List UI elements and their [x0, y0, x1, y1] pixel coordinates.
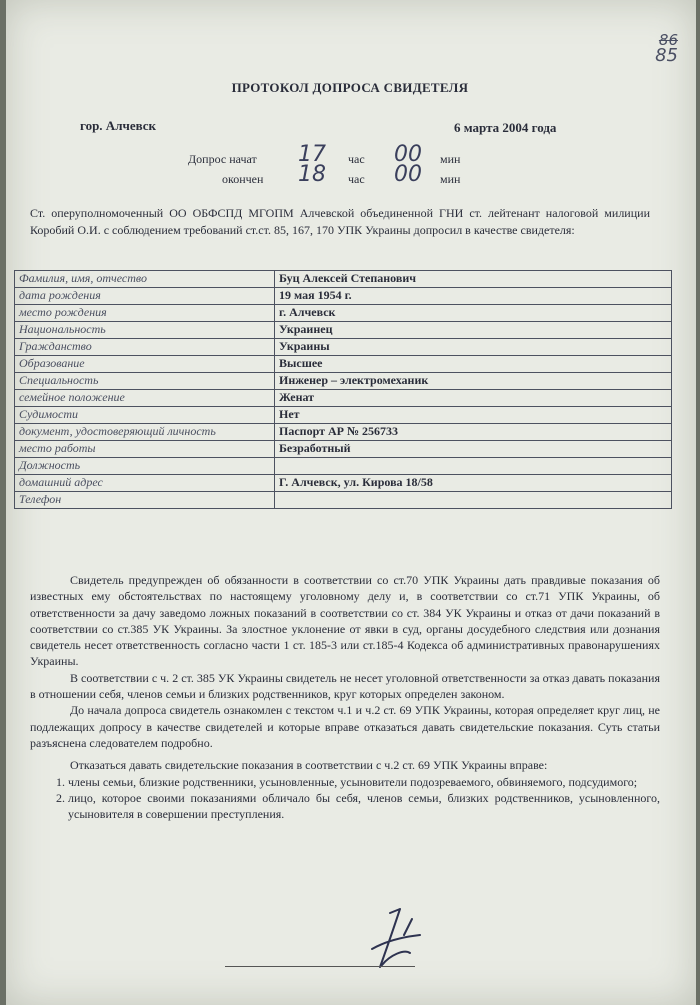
table-row — [15, 407, 672, 424]
paragraph-no-liability: В соответствии с ч. 2 ст. 385 УК Украины свидетель не несет уголовной ответственности за отказ давать показания в отношении себя, членов семьи и близких родственников, круг которых определен законом. — [30, 670, 660, 702]
field-label: место рождения — [15, 305, 275, 322]
field-label: документ, удостоверяющий личность — [15, 424, 275, 441]
field-label: Фамилия, имя, отчество — [15, 271, 275, 288]
field-value: 19 мая 1954 г. — [275, 288, 672, 305]
document-title: ПРОТОКОЛ ДОПРОСА СВИДЕТЕЛЯ — [231, 80, 469, 95]
field-value: Инженер – электромеханик — [275, 373, 672, 390]
list-item: 2. лицо, которое своими показаниями обличало бы себя, членов семьи, близких родственников, усыновленного, усыновителя в совершении преступления. — [68, 790, 660, 823]
field-value: Нет — [275, 407, 672, 424]
field-value: Высшее — [275, 356, 672, 373]
table-row — [15, 288, 672, 305]
field-value: Безработный — [275, 441, 672, 458]
table-row — [15, 305, 672, 322]
field-label: Телефон — [15, 492, 275, 509]
signature-line — [225, 966, 415, 967]
rights-list — [30, 774, 660, 823]
field-label: Должность — [15, 458, 275, 475]
field-value: Буц Алексей Степанович — [275, 271, 672, 288]
start-hours: 17 — [298, 142, 326, 167]
field-label: место работы — [15, 441, 275, 458]
page-number — [655, 32, 678, 64]
warning-text — [30, 572, 660, 822]
field-value: Паспорт АР № 256733 — [275, 424, 672, 441]
table-row — [15, 475, 672, 492]
signature — [360, 905, 440, 975]
table-row — [15, 441, 672, 458]
table-row — [15, 373, 672, 390]
field-value — [275, 492, 672, 509]
field-value: Украины — [275, 339, 672, 356]
field-value — [275, 458, 672, 475]
start-label: Допрос начат — [188, 152, 257, 166]
paragraph-obligations: Свидетель предупрежден об обязанности в соответствии со ст.70 УПК Украины дать правдивые показания об известных ему обстоятельствах по настоящему уголовному делу и, в соответствии со ст.71 УПК Украины, об ответственности за дачу заведомо ложных показаний в соответствии со ст. 384 УК Украины и отказ от дачи показаний в соответствии со ст.385 УК Украины. За злостное уклонение от явки в суд, органы досудебного следствия или дознания свидетель несет ответственность согласно части 1 ст. 185-3 или ст.185-4 Кодекса об административных правонарушениях Украины. — [30, 573, 660, 669]
end-minutes-unit: мин — [440, 172, 461, 186]
field-label: Специальность — [15, 373, 275, 390]
intro-text: Ст. оперуполномоченный ОО ОБФСПД МГОПМ Алчевской объединенной ГНИ ст. лейтенант налоговой милиции Коробий О.И. с соблюдением требований ст.ст. 85, 167, 170 УПК Украины допросил в качестве свидетеля: — [30, 206, 650, 237]
field-value: Украинец — [275, 322, 672, 339]
page-number-current: 85 — [655, 45, 678, 66]
field-label: Гражданство — [15, 339, 275, 356]
city: гор. Алчевск — [80, 118, 157, 133]
page-number-struck: 86 — [658, 31, 678, 49]
field-value: Женат — [275, 390, 672, 407]
table-row — [15, 271, 672, 288]
date: 6 марта 2004 года — [454, 120, 557, 135]
end-label: окончен — [222, 172, 264, 186]
paragraph-refusal-right: Отказаться давать свидетельские показания в соответствии с ч.2 ст. 69 УПК Украины вправе: — [70, 758, 548, 773]
start-minutes: 00 — [394, 142, 422, 167]
table-row — [15, 390, 672, 407]
list-item: 1. члены семьи, близкие родственники, усыновленные, усыновители подозреваемого, обвиняемого, подсудимого; — [68, 774, 660, 790]
start-minutes-unit: мин — [440, 152, 461, 166]
field-label: домашний адрес — [15, 475, 275, 492]
end-time-row — [222, 162, 461, 187]
field-label: дата рождения — [15, 288, 275, 305]
field-label: семейное положение — [15, 390, 275, 407]
field-label: Образование — [15, 356, 275, 373]
field-value: г. Алчевск — [275, 305, 672, 322]
end-minutes: 00 — [394, 162, 422, 187]
table-row — [15, 322, 672, 339]
field-label: Судимости — [15, 407, 275, 424]
end-hours-unit: час — [348, 172, 365, 186]
witness-info-table — [14, 270, 672, 509]
start-hours-unit: час — [348, 152, 365, 166]
paragraph-article-69: До начала допроса свидетель ознакомлен с текстом ч.1 и ч.2 ст. 69 УПК Украины, которая определяет круг лиц, не подлежащих допросу в качестве свидетелей и которые вправе отказаться давать свидетельские показания. Суть статьи разъяснена следователем подробно. — [30, 703, 660, 750]
table-row — [15, 339, 672, 356]
table-row — [15, 458, 672, 475]
table-row — [15, 424, 672, 441]
table-row — [15, 492, 672, 509]
field-value: Г. Алчевск, ул. Кирова 18/58 — [275, 475, 672, 492]
field-label: Национальность — [15, 322, 275, 339]
end-hours: 18 — [298, 162, 326, 187]
table-row — [15, 356, 672, 373]
start-time-row — [188, 142, 461, 167]
